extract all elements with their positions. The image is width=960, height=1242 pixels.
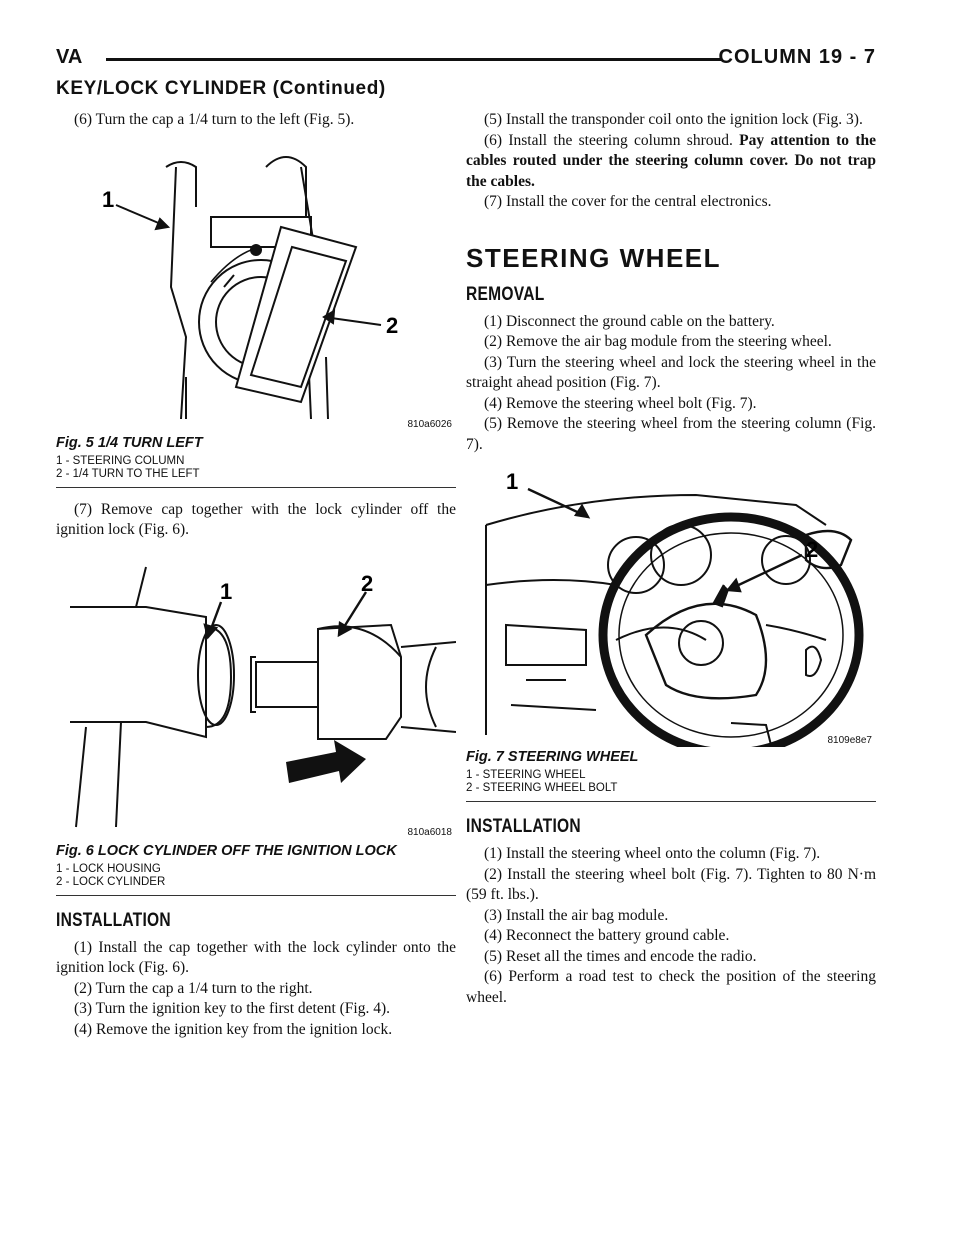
steering-wheel-heading: STEERING WHEEL	[466, 242, 722, 273]
right-step-6-warning: Pay attention to the cables routed under the steering column cover. Do not trap the cables.	[466, 131, 876, 190]
figure-6-callout-2: 2	[361, 570, 374, 596]
figure-6	[56, 547, 456, 896]
header-left: VA	[56, 46, 83, 68]
right-install-step-1: (1) Install the steering wheel onto the column (Fig. 7).	[484, 845, 821, 862]
section-title: KEY/LOCK CYLINDER (Continued)	[56, 78, 386, 99]
figure-6-code: 810a6018	[407, 826, 452, 838]
left-install-step-1: (1) Install the cap together with the lock cylinder onto the ignition lock (Fig. 6).	[56, 938, 456, 976]
figure-6-callout-1: 1	[220, 578, 233, 604]
left-step-7: (7) Remove cap together with the lock cylinder off the ignition lock (Fig. 6).	[56, 500, 456, 538]
left-column	[56, 110, 456, 1040]
left-install-step-3: (3) Turn the ignition key to the first detent (Fig. 4).	[74, 1000, 391, 1017]
figure-5-legend-2: 2 - 1/4 TURN TO THE LEFT	[56, 467, 200, 480]
figure-5	[56, 137, 456, 488]
right-step-6-text: (6) Install the steering column shroud.	[484, 131, 740, 149]
figure-7	[466, 465, 876, 802]
left-install-step-2: (2) Turn the cap a 1/4 turn to the right.	[74, 979, 313, 997]
right-step-5: (5) Install the transponder coil onto the ignition lock (Fig. 3).	[484, 111, 863, 128]
left-installation-heading: INSTALLATION	[56, 909, 171, 931]
figure-6-legend-2: 2 - LOCK CYLINDER	[56, 875, 166, 888]
right-column	[466, 110, 876, 1008]
right-install-step-6: (6) Perform a road test to check the position of the steering wheel.	[466, 968, 876, 1006]
figure-6-legend-1: 1 - LOCK HOUSING	[56, 862, 161, 875]
figure-5-caption: Fig. 5 1/4 TURN LEFT	[56, 434, 203, 451]
figure-5-callout-1: 1	[102, 186, 115, 212]
right-installation-heading: INSTALLATION	[466, 816, 581, 837]
figure-5-code: 810a6026	[407, 418, 452, 430]
figure-5-callout-2: 2	[386, 312, 399, 338]
right-install-step-5: (5) Reset all the times and encode the radio.	[484, 947, 757, 965]
right-step-6	[466, 131, 876, 193]
figure-5-illustration	[56, 137, 456, 433]
page-header	[56, 44, 876, 74]
figure-7-legend-2: 2 - STEERING WHEEL BOLT	[466, 782, 618, 794]
right-install-step-3: (3) Install the air bag module.	[484, 906, 669, 924]
left-step-6: (6) Turn the cap a 1/4 turn to the left (Fig. 5).	[74, 111, 355, 128]
figure-7-callout-2: 2	[806, 537, 819, 562]
figure-7-code: 8109e8e7	[827, 735, 872, 746]
figure-7-callout-1: 1	[506, 469, 519, 494]
right-install-step-2: (2) Install the steering wheel bolt (Fig. 7). Tighten to 80 N·m (59 ft. lbs.).	[466, 865, 876, 903]
figure-5-legend-1: 1 - STEERING COLUMN	[56, 454, 185, 467]
header-rule	[106, 58, 722, 61]
removal-heading: REMOVAL	[466, 283, 545, 305]
right-install-step-4: (4) Reconnect the battery ground cable.	[484, 927, 730, 944]
right-step-7: (7) Install the cover for the central electronics.	[484, 193, 772, 210]
removal-step-1: (1) Disconnect the ground cable on the battery.	[484, 312, 775, 330]
figure-6-illustration	[56, 547, 456, 841]
removal-step-3: (3) Turn the steering wheel and lock the steering wheel in the straight ahead position (Fig. 7).	[466, 353, 876, 391]
figure-7-caption: Fig. 7 STEERING WHEEL	[466, 749, 639, 765]
figure-7-illustration	[466, 465, 876, 747]
left-install-step-4: (4) Remove the ignition key from the ignition lock.	[74, 1020, 393, 1038]
header-right: COLUMN 19 - 7	[718, 46, 876, 68]
removal-step-2: (2) Remove the air bag module from the steering wheel.	[484, 333, 832, 350]
figure-7-legend-1: 1 - STEERING WHEEL	[466, 769, 586, 781]
figure-6-caption: Fig. 6 LOCK CYLINDER OFF THE IGNITION LOCK	[56, 842, 397, 859]
removal-step-5: (5) Remove the steering wheel from the steering column (Fig. 7).	[466, 415, 876, 453]
removal-step-4: (4) Remove the steering wheel bolt (Fig. 7).	[484, 394, 757, 412]
